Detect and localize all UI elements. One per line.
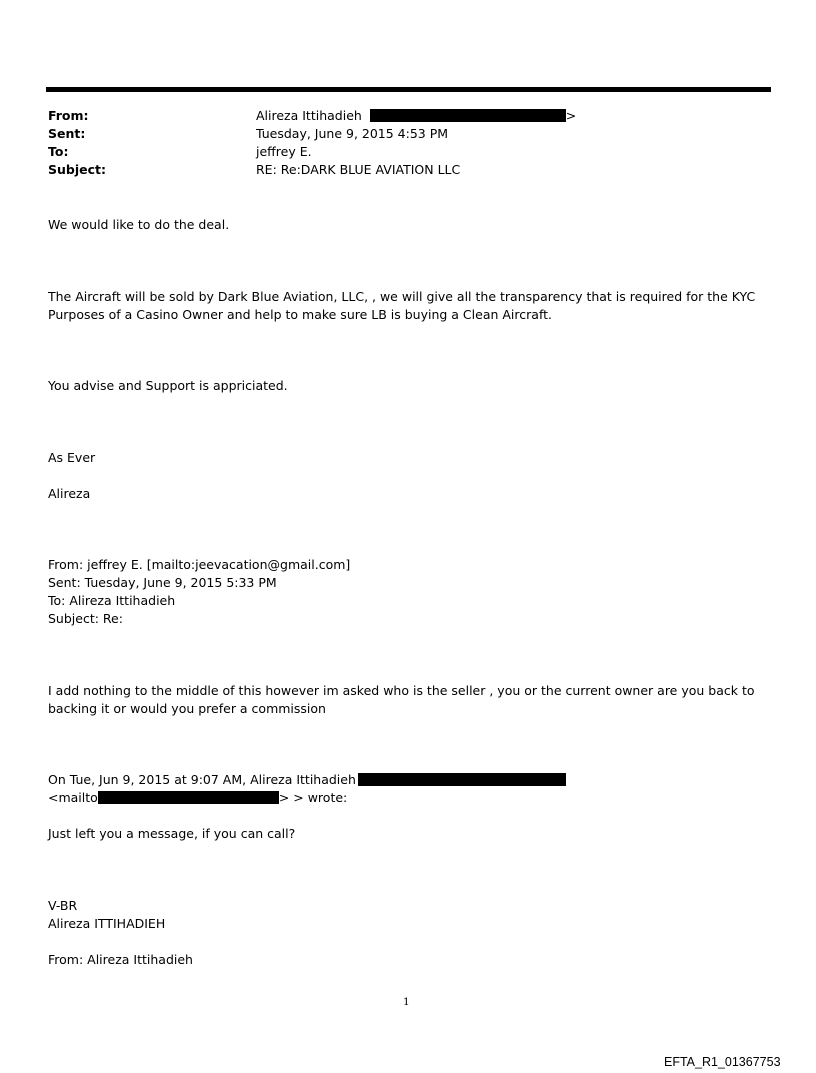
- subject-label: Subject:: [48, 162, 106, 177]
- from-tail: >: [565, 108, 577, 123]
- quoted2-sig2: Alireza ITTIHADIEH: [48, 916, 166, 931]
- body-p1: We would like to do the deal.: [48, 217, 230, 232]
- to-value: jeffrey E.: [256, 144, 312, 159]
- redaction-bar: [358, 773, 566, 786]
- sent-label: Sent:: [48, 126, 86, 141]
- sent-value: Tuesday, June 9, 2015 4:53 PM: [256, 126, 449, 141]
- quoted2-body: Just left you a message, if you can call?: [48, 826, 296, 841]
- quoted2-sig1: V-BR: [48, 898, 78, 913]
- mailto-suffix: > > wrote:: [278, 790, 348, 805]
- quoted2-mailto: [48, 789, 748, 807]
- quoted1-subject: Subject: Re:: [48, 611, 123, 626]
- quoted1-body-line2: backing it or would you prefer a commission: [48, 701, 326, 716]
- header-rule: [46, 87, 771, 92]
- to-label: To:: [48, 144, 69, 159]
- body-p2-line1: The Aircraft will be sold by Dark Blue Aviation, LLC, , we will give all the transparency that is required for the KYC: [48, 289, 756, 304]
- quoted2-intro: [48, 771, 748, 789]
- page-number: 1: [403, 996, 410, 1008]
- from-value: [256, 108, 576, 123]
- redaction-bar: [370, 109, 566, 122]
- quoted1-sent: Sent: Tuesday, June 9, 2015 5:33 PM: [48, 575, 277, 590]
- quoted1-from: From: jeffrey E. [mailto:jeevacation@gmail.com]: [48, 557, 351, 572]
- redaction-bar: [98, 791, 279, 804]
- subject-value: RE: Re:DARK BLUE AVIATION LLC: [256, 162, 461, 177]
- mailto-prefix: <mailto: [48, 790, 98, 805]
- quoted2-from: From: Alireza Ittihadieh: [48, 952, 193, 967]
- signature: Alireza: [48, 486, 91, 501]
- quoted2-intro-text: On Tue, Jun 9, 2015 at 9:07 AM, Alireza Ittihadieh: [48, 772, 356, 787]
- quoted1-body-line1: I add nothing to the middle of this however im asked who is the seller , you or the current owner are you back to: [48, 683, 755, 698]
- body-p2-line2: Purposes of a Casino Owner and help to make sure LB is buying a Clean Aircraft.: [48, 307, 552, 322]
- body-p3: You advise and Support is appriciated.: [48, 378, 288, 393]
- document-id: EFTA_R1_01367753: [664, 1055, 781, 1069]
- quoted1-to: To: Alireza Ittihadieh: [48, 593, 176, 608]
- from-label: From:: [48, 108, 89, 123]
- closing: As Ever: [48, 450, 96, 465]
- from-name: Alireza Ittihadieh: [256, 108, 362, 123]
